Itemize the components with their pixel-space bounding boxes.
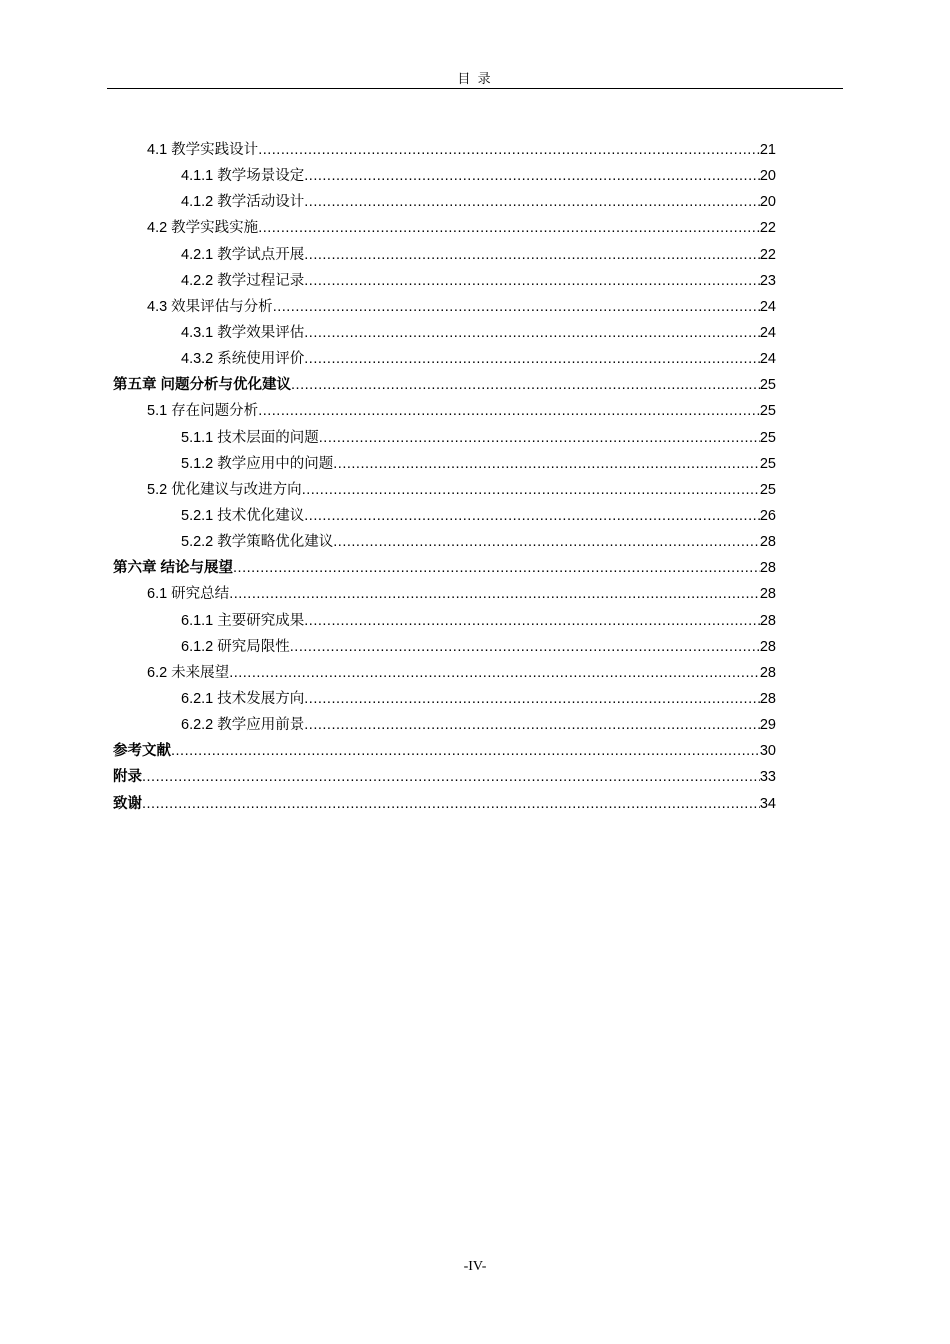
toc-leader-dots — [290, 639, 760, 655]
toc-entry-page: 28 — [759, 638, 776, 655]
toc-entry-title: 4.1.2 教学活动设计 — [181, 194, 305, 211]
toc-entry-page: 28 — [759, 612, 776, 629]
toc-entry-page: 22 — [759, 220, 776, 237]
toc-leader-dots — [304, 691, 760, 707]
toc-leader-dots — [333, 456, 760, 472]
toc-entry-title: 5.1.1 技术层面的问题 — [181, 429, 319, 446]
toc-entry[interactable] — [113, 635, 776, 661]
page-header — [107, 68, 843, 89]
toc-entry-title: 6.2.1 技术发展方向 — [181, 690, 305, 707]
toc-leader-dots — [142, 769, 760, 785]
toc-leader-dots — [319, 430, 760, 446]
toc-entry[interactable] — [113, 478, 776, 504]
toc-entry-page: 24 — [759, 351, 776, 368]
toc-entry-title: 6.1.1 主要研究成果 — [181, 612, 305, 629]
toc-entry[interactable] — [113, 713, 776, 739]
toc-entry[interactable] — [113, 609, 776, 635]
toc-entry[interactable] — [113, 295, 776, 321]
toc-leader-dots — [142, 796, 760, 812]
toc-entry[interactable] — [113, 399, 776, 425]
toc-entry-title: 5.1.2 教学应用中的问题 — [181, 455, 334, 472]
toc-entry-title: 4.1 教学实践设计 — [147, 142, 259, 158]
toc-entry[interactable] — [113, 765, 776, 791]
toc-leader-dots — [229, 586, 760, 602]
toc-leader-dots — [233, 560, 760, 576]
toc-entry[interactable] — [113, 556, 776, 582]
toc-entry[interactable] — [113, 504, 776, 530]
page-number: -IV- — [463, 1259, 487, 1274]
toc-entry[interactable] — [113, 582, 776, 608]
table-of-contents — [113, 138, 776, 818]
toc-entry-page: 23 — [759, 272, 776, 289]
toc-entry-title: 附录 — [113, 769, 142, 786]
toc-entry-page: 24 — [759, 298, 776, 315]
toc-entry-page: 30 — [759, 743, 776, 760]
toc-entry-title: 参考文献 — [113, 743, 171, 760]
toc-entry-page: 22 — [759, 246, 776, 263]
toc-leader-dots — [258, 220, 760, 236]
toc-entry[interactable] — [113, 243, 776, 269]
toc-leader-dots — [304, 351, 760, 367]
toc-entry-title: 4.3 效果评估与分析 — [147, 298, 273, 315]
toc-entry-title: 6.2.2 教学应用前景 — [181, 717, 305, 734]
toc-entry-page: 28 — [759, 560, 776, 577]
toc-leader-dots — [304, 168, 760, 184]
toc-entry-title: 4.2.2 教学过程记录 — [181, 272, 305, 289]
toc-entry-title: 4.3.1 教学效果评估 — [181, 324, 305, 341]
toc-entry-title: 4.2.1 教学试点开展 — [181, 246, 305, 263]
toc-entry[interactable] — [113, 426, 776, 452]
toc-entry-page: 28 — [759, 586, 776, 603]
toc-leader-dots — [258, 142, 760, 158]
toc-leader-dots — [302, 482, 760, 498]
toc-entry[interactable] — [113, 739, 776, 765]
toc-leader-dots — [273, 299, 760, 315]
toc-leader-dots — [304, 717, 760, 733]
toc-leader-dots — [304, 247, 760, 263]
toc-entry-page: 34 — [759, 795, 776, 812]
toc-entry-title: 致谢 — [113, 795, 142, 812]
toc-entry-page: 28 — [759, 664, 776, 681]
toc-entry[interactable] — [113, 792, 776, 818]
toc-entry-page: 25 — [759, 455, 776, 472]
toc-leader-dots — [304, 194, 760, 210]
toc-entry[interactable] — [113, 190, 776, 216]
toc-entry-page: 24 — [759, 324, 776, 341]
toc-leader-dots — [304, 508, 760, 524]
toc-entry[interactable] — [113, 321, 776, 347]
toc-entry-title: 6.1.2 研究局限性 — [181, 638, 290, 655]
toc-entry-page: 25 — [759, 429, 776, 446]
toc-entry-page: 26 — [759, 507, 776, 524]
toc-entry-title: 4.2 教学实践实施 — [147, 220, 259, 237]
toc-entry-page: 29 — [759, 717, 776, 734]
toc-entry-page: 25 — [759, 481, 776, 498]
toc-entry[interactable] — [113, 661, 776, 687]
toc-entry[interactable] — [113, 164, 776, 190]
toc-entry[interactable] — [113, 373, 776, 399]
toc-entry-title: 6.1 研究总结 — [147, 586, 230, 603]
toc-entry-title: 第五章 问题分析与优化建议 — [113, 377, 292, 394]
page-footer — [0, 1259, 950, 1275]
toc-entry-title: 6.2 未来展望 — [147, 664, 230, 681]
toc-entry-title: 4.3.2 系统使用评价 — [181, 351, 305, 368]
toc-entry[interactable] — [113, 530, 776, 556]
header-title: 目 录 — [457, 71, 493, 86]
toc-entry-page: 25 — [759, 377, 776, 394]
toc-leader-dots — [333, 534, 760, 550]
toc-entry[interactable] — [113, 216, 776, 242]
toc-leader-dots — [304, 613, 760, 629]
toc-entry-page: 25 — [759, 403, 776, 420]
toc-entry-page: 20 — [759, 194, 776, 211]
toc-entry-page: 28 — [759, 534, 776, 551]
toc-leader-dots — [258, 403, 760, 419]
toc-leader-dots — [171, 743, 760, 759]
toc-leader-dots — [291, 377, 760, 393]
toc-leader-dots — [229, 665, 760, 681]
toc-entry-page: 20 — [759, 168, 776, 185]
toc-entry[interactable] — [113, 452, 776, 478]
toc-entry[interactable] — [113, 138, 776, 164]
toc-entry-title: 5.2 优化建议与改进方向 — [147, 481, 302, 498]
toc-entry-title: 5.1 存在问题分析 — [147, 403, 259, 420]
toc-entry-title: 4.1.1 教学场景设定 — [181, 168, 305, 185]
toc-entry-title: 第六章 结论与展望 — [113, 560, 234, 577]
toc-entry[interactable] — [113, 347, 776, 373]
toc-entry-page: 28 — [759, 690, 776, 707]
toc-leader-dots — [304, 273, 760, 289]
toc-leader-dots — [304, 325, 760, 341]
toc-entry-page: 33 — [759, 769, 776, 786]
toc-entry[interactable] — [113, 269, 776, 295]
toc-entry[interactable] — [113, 687, 776, 713]
toc-entry-title: 5.2.2 教学策略优化建议 — [181, 534, 334, 551]
toc-entry-title: 5.2.1 技术优化建议 — [181, 507, 305, 524]
toc-entry-page: 21 — [759, 142, 776, 158]
